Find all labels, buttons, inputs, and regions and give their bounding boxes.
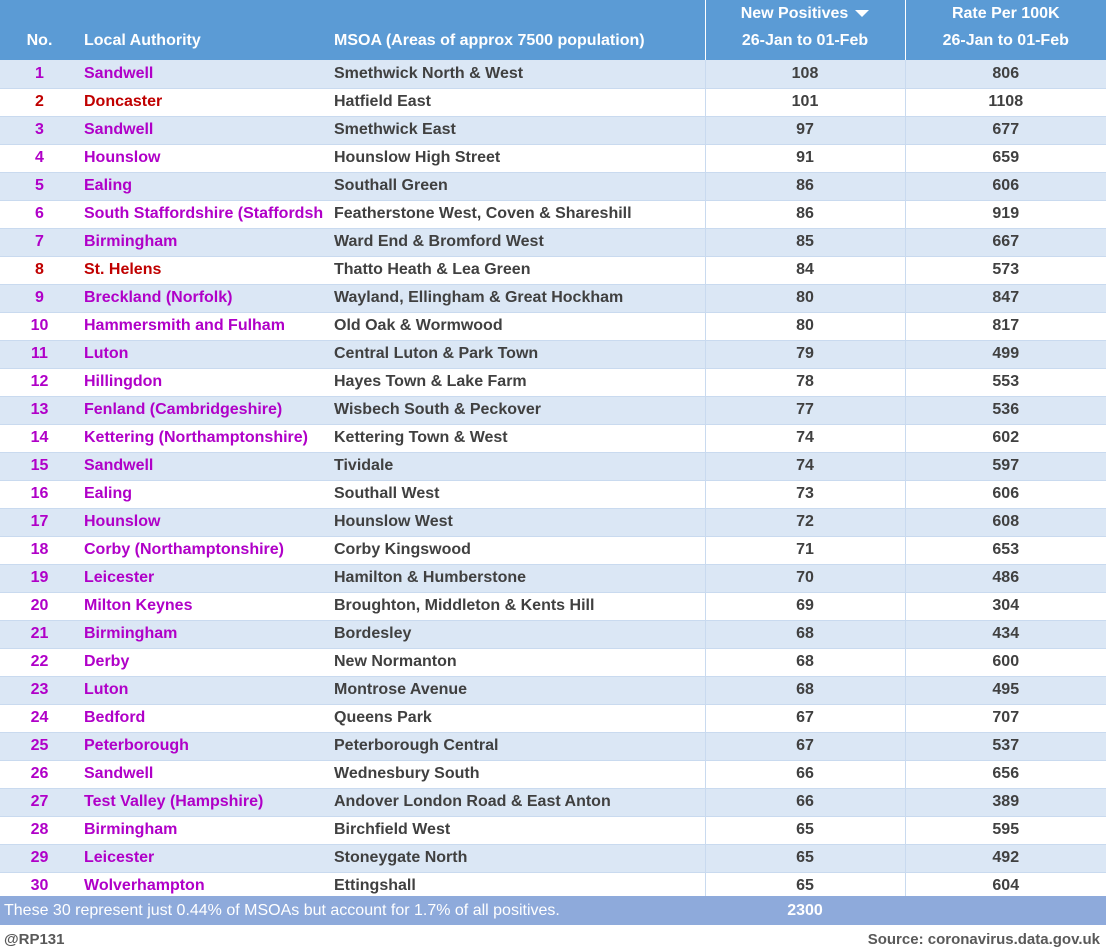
table-row <box>0 284 1106 312</box>
row-number: 2 <box>0 88 79 116</box>
new-positives-cell: 70 <box>705 564 905 592</box>
row-number: 28 <box>0 816 79 844</box>
table-body <box>0 60 1106 900</box>
row-number: 10 <box>0 312 79 340</box>
new-positives-cell: 97 <box>705 116 905 144</box>
new-positives-cell: 85 <box>705 228 905 256</box>
new-positives-cell: 68 <box>705 676 905 704</box>
rate-cell: 667 <box>905 228 1106 256</box>
row-number: 30 <box>0 872 79 900</box>
local-authority-cell: Sandwell <box>79 60 329 88</box>
new-positives-cell: 77 <box>705 396 905 424</box>
local-authority-cell: St. Helens <box>79 256 329 284</box>
table-row <box>0 60 1106 88</box>
row-number: 14 <box>0 424 79 452</box>
row-number: 12 <box>0 368 79 396</box>
msoa-cell: Hounslow West <box>329 508 705 536</box>
local-authority-cell: Hillingdon <box>79 368 329 396</box>
local-authority-cell: Leicester <box>79 564 329 592</box>
table-row <box>0 480 1106 508</box>
new-positives-cell: 101 <box>705 88 905 116</box>
rate-cell: 597 <box>905 452 1106 480</box>
rate-cell: 492 <box>905 844 1106 872</box>
table-row <box>0 88 1106 116</box>
new-positives-cell: 80 <box>705 284 905 312</box>
row-number: 7 <box>0 228 79 256</box>
row-number: 26 <box>0 760 79 788</box>
table-row <box>0 760 1106 788</box>
msoa-cell: Kettering Town & West <box>329 424 705 452</box>
msoa-cell: Thatto Heath & Lea Green <box>329 256 705 284</box>
local-authority-cell: Luton <box>79 676 329 704</box>
local-authority-cell: Hammersmith and Fulham <box>79 312 329 340</box>
rate-cell: 604 <box>905 872 1106 900</box>
row-number: 9 <box>0 284 79 312</box>
row-number: 6 <box>0 200 79 228</box>
local-authority-cell: Ealing <box>79 480 329 508</box>
msoa-cell: Peterborough Central <box>329 732 705 760</box>
new-positives-cell: 86 <box>705 172 905 200</box>
rate-cell: 304 <box>905 592 1106 620</box>
table-row <box>0 620 1106 648</box>
msoa-cell: Birchfield West <box>329 816 705 844</box>
msoa-cell: Central Luton & Park Town <box>329 340 705 368</box>
row-number: 3 <box>0 116 79 144</box>
new-positives-cell: 67 <box>705 732 905 760</box>
table-row <box>0 256 1106 284</box>
row-number: 24 <box>0 704 79 732</box>
msoa-cell: Wisbech South & Peckover <box>329 396 705 424</box>
table-row <box>0 228 1106 256</box>
msoa-cell: Hamilton & Humberstone <box>329 564 705 592</box>
sort-descending-icon[interactable] <box>855 10 869 17</box>
msoa-cell: Smethwick North & West <box>329 60 705 88</box>
msoa-cell: Smethwick East <box>329 116 705 144</box>
local-authority-cell: Doncaster <box>79 88 329 116</box>
table-row <box>0 508 1106 536</box>
new-positives-cell: 66 <box>705 788 905 816</box>
new-positives-cell: 67 <box>705 704 905 732</box>
local-authority-cell: Birmingham <box>79 620 329 648</box>
local-authority-cell: Kettering (Northamptonshire) <box>79 424 329 452</box>
rate-cell: 656 <box>905 760 1106 788</box>
msoa-cell: Ward End & Bromford West <box>329 228 705 256</box>
local-authority-cell: Hounslow <box>79 144 329 172</box>
rate-cell: 847 <box>905 284 1106 312</box>
header-rate-period: 26-Jan to 01-Feb <box>942 32 1069 49</box>
row-number: 17 <box>0 508 79 536</box>
summary-text: These 30 represent just 0.44% of MSOAs but account for 1.7% of all positives. <box>4 902 560 919</box>
msoa-cell: Stoneygate North <box>329 844 705 872</box>
summary-bar <box>0 896 1106 925</box>
summary-total: 2300 <box>787 902 823 919</box>
row-number: 13 <box>0 396 79 424</box>
new-positives-cell: 65 <box>705 816 905 844</box>
rate-cell: 499 <box>905 340 1106 368</box>
row-number: 25 <box>0 732 79 760</box>
rate-cell: 389 <box>905 788 1106 816</box>
rate-cell: 595 <box>905 816 1106 844</box>
row-number: 4 <box>0 144 79 172</box>
row-number: 19 <box>0 564 79 592</box>
table-row <box>0 788 1106 816</box>
table-row <box>0 536 1106 564</box>
table-row <box>0 564 1106 592</box>
header-new-positives-title: New Positives <box>706 0 905 27</box>
new-positives-cell: 108 <box>705 60 905 88</box>
rate-cell: 606 <box>905 480 1106 508</box>
table-row <box>0 676 1106 704</box>
local-authority-cell: Peterborough <box>79 732 329 760</box>
table-row <box>0 116 1106 144</box>
local-authority-cell: Breckland (Norfolk) <box>79 284 329 312</box>
local-authority-cell: Luton <box>79 340 329 368</box>
msoa-cell: Broughton, Middleton & Kents Hill <box>329 592 705 620</box>
author-handle: @RP131 <box>4 931 65 948</box>
row-number: 11 <box>0 340 79 368</box>
local-authority-cell: Milton Keynes <box>79 592 329 620</box>
rate-cell: 600 <box>905 648 1106 676</box>
msoa-cell: Bordesley <box>329 620 705 648</box>
msoa-cell: Tividale <box>329 452 705 480</box>
rate-cell: 434 <box>905 620 1106 648</box>
new-positives-cell: 68 <box>705 620 905 648</box>
msoa-cell: Queens Park <box>329 704 705 732</box>
row-number: 18 <box>0 536 79 564</box>
rate-cell: 553 <box>905 368 1106 396</box>
table-row <box>0 200 1106 228</box>
local-authority-cell: Wolverhampton <box>79 872 329 900</box>
rate-cell: 608 <box>905 508 1106 536</box>
local-authority-cell: Hounslow <box>79 508 329 536</box>
msoa-cell: Andover London Road & East Anton <box>329 788 705 816</box>
row-number: 5 <box>0 172 79 200</box>
row-number: 21 <box>0 620 79 648</box>
new-positives-cell: 74 <box>705 424 905 452</box>
header-new-positives-period: 26-Jan to 01-Feb <box>741 32 869 49</box>
local-authority-cell: Birmingham <box>79 816 329 844</box>
local-authority-cell: South Staffordshire (Staffordsh <box>79 200 329 228</box>
row-number: 20 <box>0 592 79 620</box>
new-positives-cell: 91 <box>705 144 905 172</box>
header-no[interactable]: No. <box>0 0 79 60</box>
table-row <box>0 368 1106 396</box>
local-authority-cell: Sandwell <box>79 760 329 788</box>
new-positives-cell: 78 <box>705 368 905 396</box>
header-rate-title: Rate Per 100K <box>951 5 1060 22</box>
table-row <box>0 816 1106 844</box>
msoa-cell: Corby Kingswood <box>329 536 705 564</box>
local-authority-cell: Sandwell <box>79 452 329 480</box>
rate-cell: 806 <box>905 60 1106 88</box>
rate-cell: 707 <box>905 704 1106 732</box>
local-authority-cell: Bedford <box>79 704 329 732</box>
msoa-cell: Featherstone West, Coven & Shareshill <box>329 200 705 228</box>
msoa-cell: Ettingshall <box>329 872 705 900</box>
msoa-cell: Old Oak & Wormwood <box>329 312 705 340</box>
new-positives-cell: 86 <box>705 200 905 228</box>
local-authority-cell: Sandwell <box>79 116 329 144</box>
msoa-cell: Southall Green <box>329 172 705 200</box>
rate-cell: 486 <box>905 564 1106 592</box>
local-authority-cell: Ealing <box>79 172 329 200</box>
rate-cell: 495 <box>905 676 1106 704</box>
msoa-cell: Wednesbury South <box>329 760 705 788</box>
row-number: 15 <box>0 452 79 480</box>
new-positives-cell: 84 <box>705 256 905 284</box>
table-row <box>0 844 1106 872</box>
table-row <box>0 340 1106 368</box>
table-row <box>0 732 1106 760</box>
new-positives-cell: 79 <box>705 340 905 368</box>
new-positives-cell: 66 <box>705 760 905 788</box>
source-credit: Source: coronavirus.data.gov.uk <box>867 931 1100 948</box>
msoa-cell: New Normanton <box>329 648 705 676</box>
new-positives-cell: 69 <box>705 592 905 620</box>
rate-cell: 1108 <box>905 88 1106 116</box>
header-row <box>0 0 1106 60</box>
row-number: 23 <box>0 676 79 704</box>
new-positives-cell: 80 <box>705 312 905 340</box>
rate-cell: 677 <box>905 116 1106 144</box>
rate-cell: 573 <box>905 256 1106 284</box>
table-row <box>0 424 1106 452</box>
msoa-cell: Southall West <box>329 480 705 508</box>
header-rate[interactable] <box>905 0 1106 60</box>
local-authority-cell: Derby <box>79 648 329 676</box>
new-positives-cell: 68 <box>705 648 905 676</box>
msoa-cell: Hounslow High Street <box>329 144 705 172</box>
rate-cell: 537 <box>905 732 1106 760</box>
table-row <box>0 312 1106 340</box>
header-msoa[interactable]: MSOA (Areas of approx 7500 population) <box>329 0 705 60</box>
new-positives-cell: 74 <box>705 452 905 480</box>
table-row <box>0 144 1106 172</box>
row-number: 8 <box>0 256 79 284</box>
table-row <box>0 452 1106 480</box>
table-row <box>0 592 1106 620</box>
row-number: 27 <box>0 788 79 816</box>
local-authority-cell: Birmingham <box>79 228 329 256</box>
row-number: 16 <box>0 480 79 508</box>
local-authority-cell: Fenland (Cambridgeshire) <box>79 396 329 424</box>
header-local-authority[interactable]: Local Authority <box>79 0 329 60</box>
table-row <box>0 648 1106 676</box>
row-number: 22 <box>0 648 79 676</box>
local-authority-cell: Test Valley (Hampshire) <box>79 788 329 816</box>
msoa-cell: Wayland, Ellingham & Great Hockham <box>329 284 705 312</box>
new-positives-cell: 65 <box>705 844 905 872</box>
row-number: 29 <box>0 844 79 872</box>
msoa-cell: Hayes Town & Lake Farm <box>329 368 705 396</box>
rate-cell: 536 <box>905 396 1106 424</box>
rate-cell: 919 <box>905 200 1106 228</box>
local-authority-cell: Corby (Northamptonshire) <box>79 536 329 564</box>
msoa-cell: Hatfield East <box>329 88 705 116</box>
table-row <box>0 704 1106 732</box>
table-row <box>0 172 1106 200</box>
new-positives-cell: 71 <box>705 536 905 564</box>
new-positives-cell: 73 <box>705 480 905 508</box>
header-new-positives[interactable] <box>705 0 905 60</box>
rate-cell: 659 <box>905 144 1106 172</box>
table-row <box>0 396 1106 424</box>
row-number: 1 <box>0 60 79 88</box>
rate-cell: 606 <box>905 172 1106 200</box>
msoa-cell: Montrose Avenue <box>329 676 705 704</box>
local-authority-cell: Leicester <box>79 844 329 872</box>
new-positives-cell: 72 <box>705 508 905 536</box>
rate-cell: 653 <box>905 536 1106 564</box>
rate-cell: 602 <box>905 424 1106 452</box>
new-positives-cell: 65 <box>705 872 905 900</box>
rate-cell: 817 <box>905 312 1106 340</box>
